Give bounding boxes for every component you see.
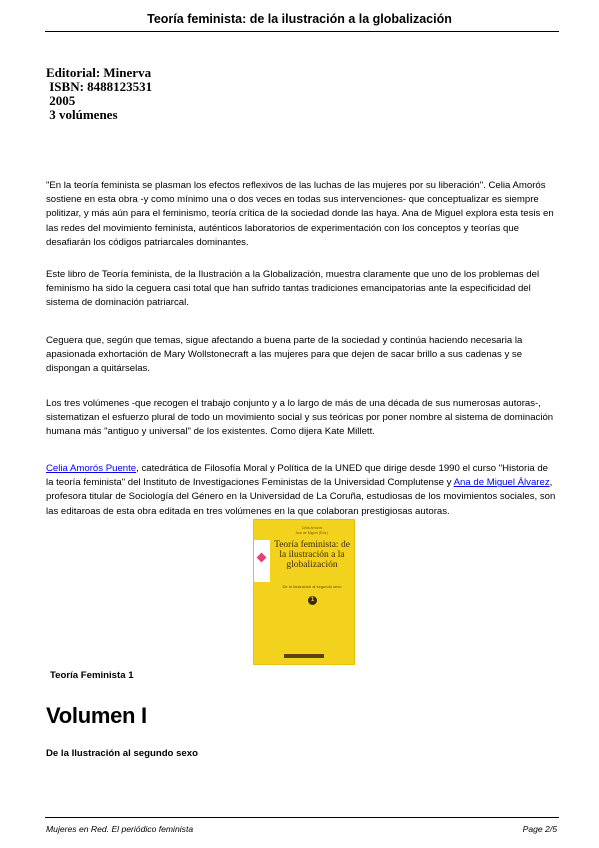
volumes-line: 3 volúmenes [46,107,118,122]
cover-title: Teoría feminista: de la ilustración a la globalización [274,540,350,570]
paragraph-book-description: Este libro de Teoría feminista, de la Ilustración a la Globalización, muestra claramente que uno de los problemas del feminismo ha sido la ceguera casi total que han sufrido tantas tradiciones emancipatorias ante la especificidad del sistema de dominación patriarcal. [46,269,540,309]
editors-text-1: , catedrática de Filosofía Moral y Política de la UNED que dirige desde 1990 el curso "Historia de la teoría feminista" del Instituto de Investigaciones Feministas de la Universidad Complutense y [46,463,549,489]
footer-source: Mujeres en Red. El periódico feminista [46,824,194,834]
year-line: 2005 [46,93,76,108]
link-celia-amoros[interactable]: Celia Amorós Puente [46,463,137,474]
book-cover-image [254,520,354,664]
volume-subtitle: De la Ilustración al segundo sexo [46,748,198,759]
paragraph-editors [46,462,558,519]
cover-authors: Celia Amorós Ana de Miguel (Eds.) [295,526,329,535]
isbn-line: ISBN: 8488123531 [46,79,153,94]
cover-subtitle: De la Ilustración al segundo sexo [282,584,342,589]
footer-page-number: Page 2/5 [522,824,557,834]
cover-caption: Teoría Feminista 1 [50,670,134,681]
publisher-line: Editorial: Minerva [46,65,152,80]
paragraph-volumes: Los tres volúmenes -que recogen el trabajo conjunto y a lo largo de más de una década de sus numerosas autoras-, sistematizan el esfuerzo plural de todo un movimiento social y sus teóricas por poner nombre al sistema de dominación humana más "antiguo y universal" de los existentes. Como dijera Kate Millett. [46,398,554,438]
header-divider [45,31,559,32]
volume-title: Volumen I [46,703,147,728]
paragraph-ceguera: Ceguera que, según que temas, sigue afectando a buena parte de la sociedad y continúa haciendo necesaria la apasionada exhortación de Mary Wollstonecraft a las mujeres para que dejen de sacar brillo a sus cadenas y se dispongan a quitárselas. [46,335,523,375]
link-ana-de-miguel[interactable]: Ana de Miguel Álvarez [453,477,550,489]
cover-volume-number: 1 [308,596,317,605]
editors-text-2: , profesora titular de Sociología del Género en la Universidad de La Coruña, estudiosas de los movimientos sociales, son las editaroas de esta obra editada en tres volúmenes en la que colaboran prestigiosas autoras. [46,477,556,517]
cover-publisher-logo [284,654,324,658]
book-metadata [46,66,152,122]
page-header-title: Teoría feminista: de la ilustración a la globalización [147,12,452,26]
footer-divider [45,817,559,818]
paragraph-intro: "En la teoría feminista se plasman los efectos reflexivos de las luchas de las mujeres por su liberación". Celia Amorós sostiene en esta obra -y como mínimo una o dos veces en todas sus intervenciones- que conceptualizar es siempre politizar, y más aún para el feminismo, teoría crítica de la sociedad donde las haya. Ana de Miguel explora esta tesis en las redes del movimiento feminista, auténticos laboratorios de experimentación con los conceptos y teorías que desafiarán los códigos patriarcales dominantes. [46,180,554,248]
